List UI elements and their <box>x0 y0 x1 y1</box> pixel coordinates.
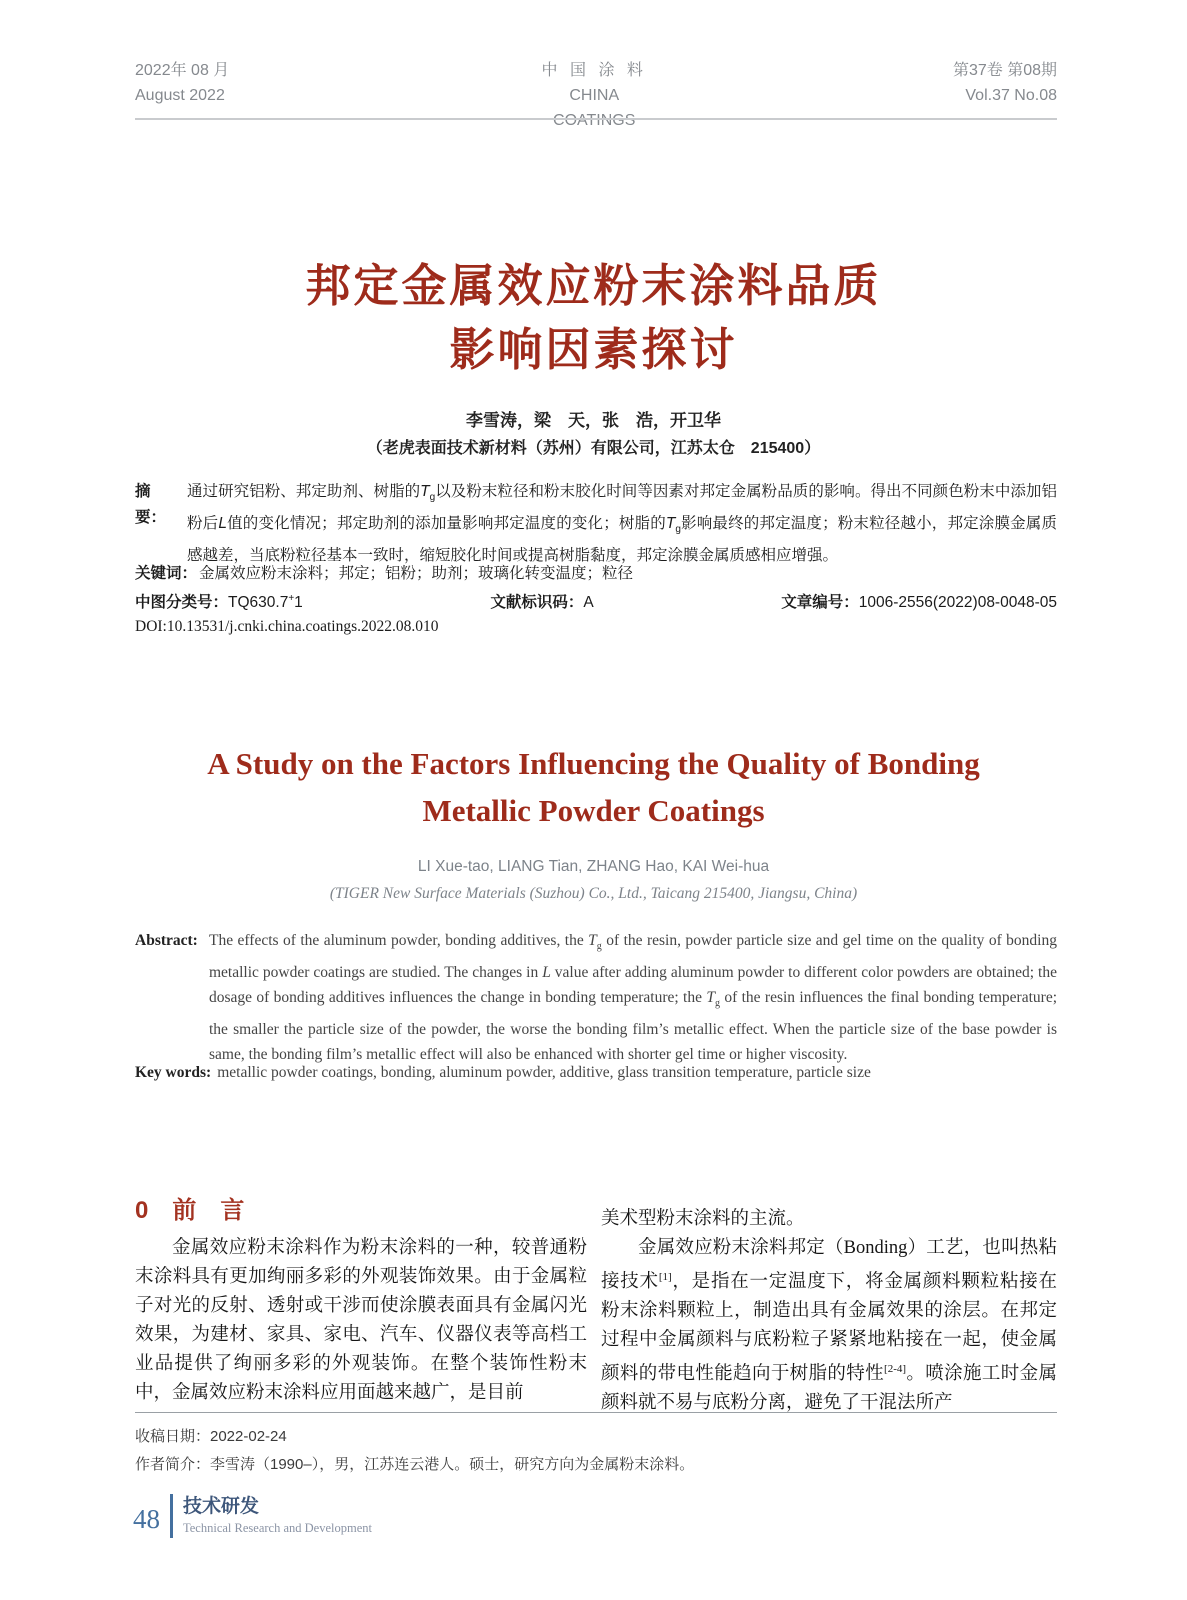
doi: DOI:10.13531/j.cnki.china.coatings.2022.08.010 <box>135 618 439 635</box>
affiliation-en: (TIGER New Surface Materials (Suzhou) Co., Ltd., Taicang 215400, Jiangsu, China) <box>329 885 858 902</box>
article-title-en <box>0 740 1187 834</box>
intro-paragraph-2: 金属效应粉末涂料邦定（Bonding）工艺，也叫热粘接技术[1]，是指在一定温度下，将金属颜料颗粒粘接在粉末涂料颗粒上，制造出具有金属效果的涂层。在邦定过程中金属颜料与底粉粒子紧紧地粘接在一起，使金属颜料的带电性能趋向于树脂的特性[2-4]。喷涂施工时金属颜料就不易与底粉分离，避免了干混法所产 <box>601 1238 1057 1414</box>
abstract-en-label: Abstract: <box>135 932 198 949</box>
article-id-value: 1006-2556(2022)08-0048-05 <box>858 594 1057 611</box>
intro-paragraph-1: 金属效应粉末涂料作为粉末涂料的一种，较普通粉末涂料具有更加绚丽多彩的外观装饰效果。由于金属粒子对光的反射、透射或干涉而使涂膜表面具有金属闪光效果，为建材、家具、家电、汽车、仪器仪表等高档工业品提供了绚丽多彩的外观装饰。在整个装饰性粉末中，金属效应粉末涂料应用面越来越广，是目前 <box>135 1238 587 1403</box>
keywords-en-text: metallic powder coatings, bonding, aluminum powder, additive, glass transition temperature, particle size <box>217 1064 871 1081</box>
document-code-value: A <box>583 594 594 611</box>
journal-name-cn: 中 国 涂 料 <box>541 62 647 79</box>
article-title-en-line2: Metallic Powder Coatings <box>422 793 765 828</box>
document-code <box>490 590 593 612</box>
volume-issue-cn: 第37卷 第08期 <box>952 62 1057 79</box>
abstract-en-text: The effects of the aluminum powder, bonding additives, the $T_g$ of the resin, powder particle size and gel time on the quality of bonding metallic powder coatings are studied. The changes in L value after adding aluminum powder to different color powders are obtained; the dosage of bonding additives influences the change in bonding temperature; the $T_g$ of the resin influences the final bonding temperature; the smaller the particle size of the powder, the worse the bonding film’s metallic effect. When the particle size of the base powder is same, the bonding film’s metallic effect will also be enhanced with shorter gel time or higher viscosity. <box>209 932 1058 1064</box>
article-title-cn-line2: 影响因素探讨 <box>449 324 738 375</box>
article-title-cn <box>0 254 1187 382</box>
authors-en: LI Xue-tao, LIANG Tian, ZHANG Hao, KAI Wei-hua <box>417 858 770 875</box>
abstract-cn <box>135 479 1057 569</box>
keywords-cn <box>135 561 1057 587</box>
keywords-en-label: Key words: <box>135 1064 212 1081</box>
keywords-en <box>135 1060 1057 1085</box>
authors-cn: 李雪涛，梁 天，张 浩，开卫华 <box>466 411 721 430</box>
footnote-block <box>135 1423 1057 1479</box>
column-name-en: Technical Research and Development <box>183 1521 372 1535</box>
header-divider <box>135 118 1057 120</box>
page-footer <box>133 1494 372 1538</box>
article-id <box>781 590 1057 612</box>
author-bio: 作者简介：李雪涛（1990–），男，江苏连云港人。硕士，研究方向为金属粉末涂料。 <box>135 1456 695 1473</box>
affiliation-cn: （老虎表面技术新材料（苏州）有限公司，江苏太仓 215400） <box>366 440 821 457</box>
footer-divider-bar <box>170 1494 173 1538</box>
issue-date-en: August 2022 <box>135 87 225 104</box>
classification-row <box>135 590 1057 612</box>
abstract-cn-label: 摘 要： <box>135 483 167 526</box>
clc-label: 中图分类号： <box>135 594 229 611</box>
footnote-divider <box>135 1412 1057 1413</box>
page-number: 48 <box>133 1503 160 1534</box>
intro-paragraph-1-continued: 美术型粉末涂料的主流。 <box>601 1209 805 1229</box>
footer-column-names <box>183 1495 372 1537</box>
column-name-cn: 技术研发 <box>183 1496 260 1517</box>
received-date: 收稿日期：2022-02-24 <box>135 1428 287 1445</box>
article-id-label: 文章编号： <box>781 594 859 611</box>
header-journal-name <box>534 58 654 133</box>
journal-header <box>135 58 1057 133</box>
keywords-cn-label: 关键词： <box>135 565 198 582</box>
header-issue-date <box>135 58 534 108</box>
keywords-cn-text: 金属效应粉末涂料；邦定；铝粉；助剂；玻璃化转变温度；粒径 <box>199 565 634 582</box>
body-column-left <box>135 1234 587 1408</box>
journal-name-en: CHINA COATINGS <box>553 87 636 129</box>
article-title-en-line1: A Study on the Factors Influencing the Quality of Bonding <box>207 746 980 781</box>
abstract-en <box>135 928 1057 1068</box>
clc-value: TQ630.7+1 <box>228 592 303 611</box>
document-code-label: 文献标识码： <box>490 594 584 611</box>
clc-number <box>135 590 303 612</box>
issue-date-cn: 2022年 08 月 <box>135 62 230 79</box>
section-heading-intro: 0 前 言 <box>135 1197 245 1224</box>
article-title-cn-line1: 邦定金属效应粉末涂料品质 <box>305 260 882 311</box>
header-volume-issue <box>654 58 1057 108</box>
body-column-right <box>601 1205 1057 1418</box>
volume-issue-en: Vol.37 No.08 <box>965 87 1057 104</box>
abstract-cn-text: 通过研究铝粉、邦定助剂、树脂的$T_g$以及粉末粒径和粉末胶化时间等因素对邦定金属粉品质的影响。得出不同颜色粉末中添加铝粉后L值的变化情况；邦定助剂的添加量影响邦定温度的变化；树脂的$T_g$影响最终的邦定温度；粉末粒径越小，邦定涂膜金属质感越差，当底粉粒径基本一致时，缩短胶化时间或提高树脂黏度，邦定涂膜金属质感相应增强。 <box>187 483 1057 565</box>
